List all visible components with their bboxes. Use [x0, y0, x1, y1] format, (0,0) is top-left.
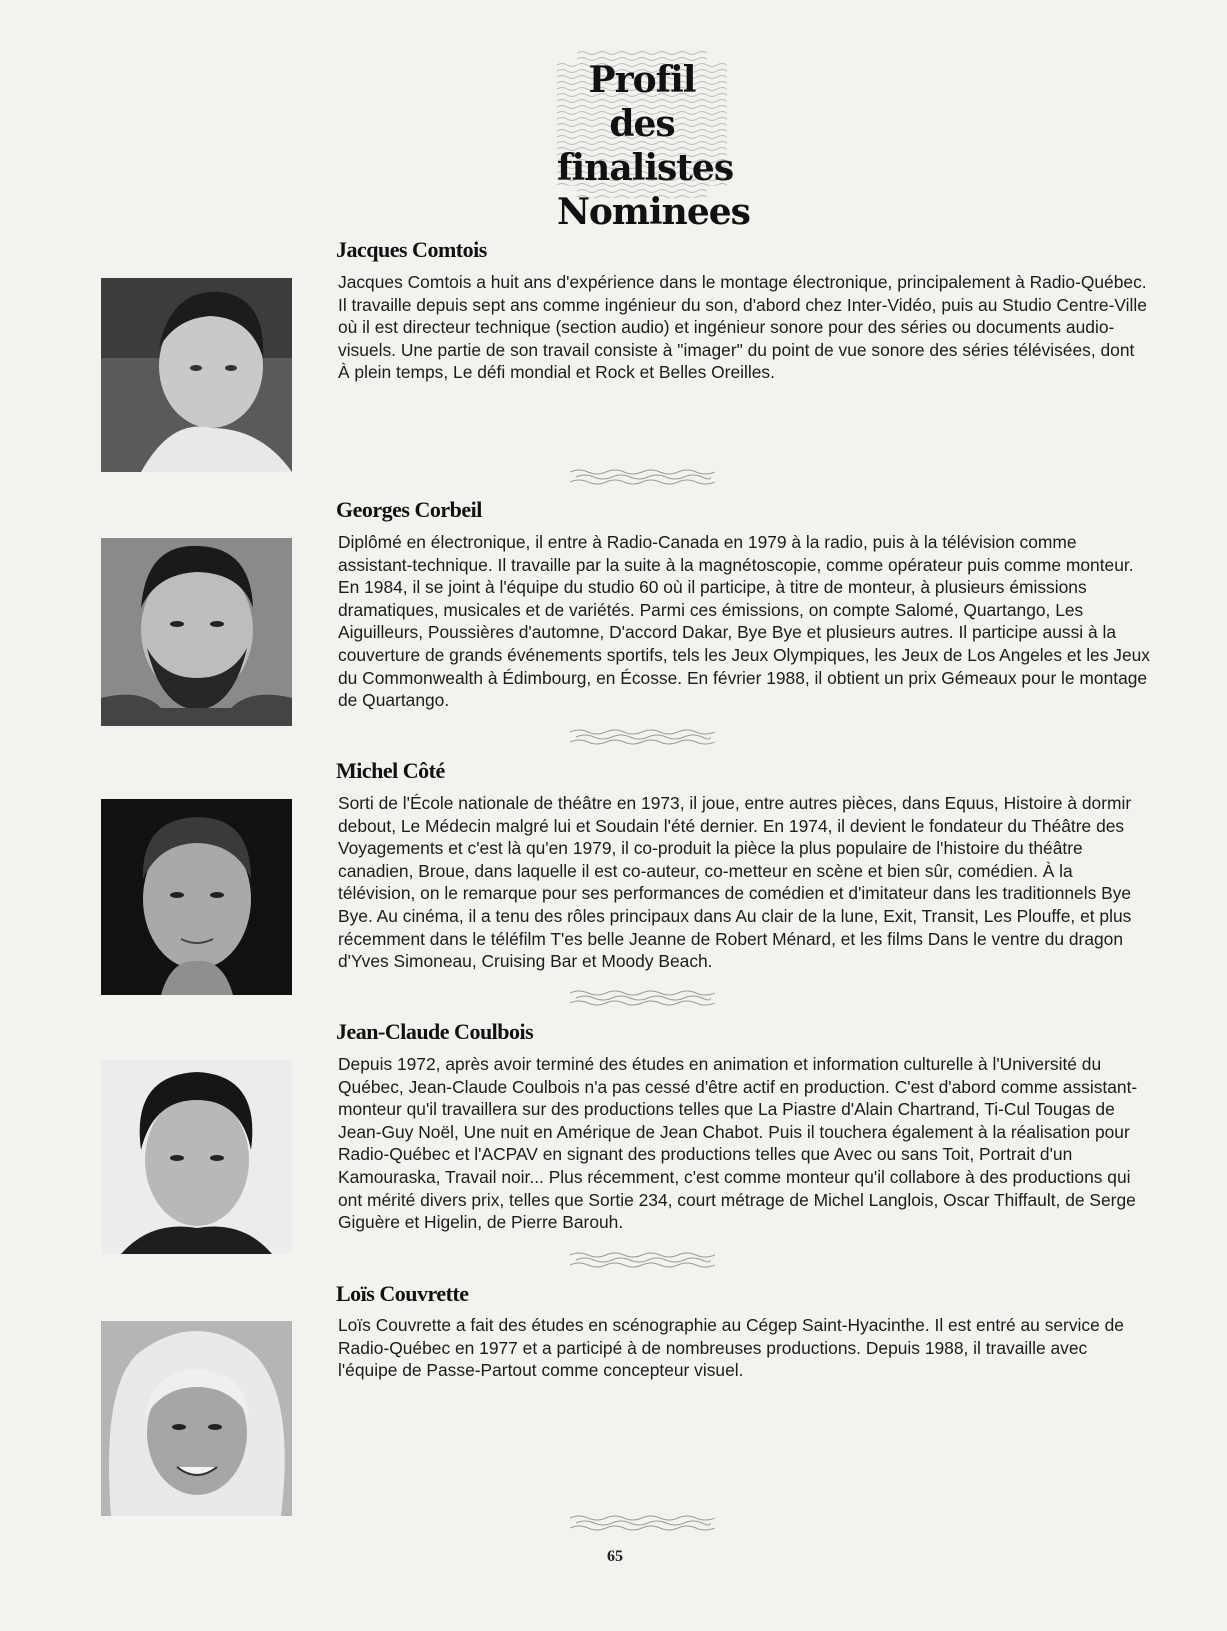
wave-divider-icon [570, 987, 715, 1007]
wave-divider-icon [570, 466, 715, 486]
entry-bio: Diplômé en électronique, il entre à Radio-Canada en 1979 à la radio, puis à la télévision comme assistant-technique. Il travaille par la suite à la magnétoscopie, comme opérateur puis comme monteur. En 1984, il se joint à l'équipe du studio 60 où il participe, à titre de monteur, à plusieurs émissions dramatiques, musicales et de variétés. Parmi ces émissions, on compte Salomé, Quartango, Les Aiguilleurs, Poussières d'automne, D'accord Dakar, Bye Bye et plusieurs autres. Il participe aussi à la couverture de grands événements sportifs, tels les Jeux Olympiques, les Jeux de Los Angeles et les Jeux du Commonwealth à Édimbourg, en Écosse. En février 1988, il obtient un prix Gémeaux pour le montage de Quartango. [338, 532, 1150, 711]
portrait-photo [101, 1060, 292, 1254]
wave-divider-icon [570, 726, 715, 746]
entry-bio: Depuis 1972, après avoir terminé des études en animation et information culturelle à l'Université du Québec, Jean-Claude Coulbois n'a pas cessé d'être actif en production. C'est d'abord comme assistant-monteur qu'il travaillera sur des productions telles que La Piastre d'Alain Chartrand, Ti-Cul Tougas de Jean-Guy Noël, Une nuit en Amérique de Jean Chabot. Puis il touchera également à la réalisation pour Radio-Québec et l'ACPAV en signant des productions telles que Avec ou sans Toit, Portrait d'un Kamouraska, Travail noir... Plus récemment, c'est comme monteur qu'il collabore à des productions qui ont mérité divers prix, telles que Sortie 234, court métrage de Michel Langlois, Oscar Thiffault, de Serge Giguère et Higelin, de Pierre Barouh. [338, 1054, 1138, 1233]
entry-name: Michel Côté [336, 758, 445, 783]
entry-bio: Loïs Couvrette a fait des études en scénographie au Cégep Saint-Hyacinthe. Il est entré au service de Radio-Québec en 1977 et a participé à de nombreuses productions. Depuis 1988, il travaille avec l'équipe de Passe-Partout comme concepteur visuel. [338, 1315, 1124, 1381]
page-number: 65 [607, 1548, 623, 1565]
entry-bio: Jacques Comtois a huit ans d'expérience dans le montage électronique, principalement à Radio-Québec. Il travaille depuis sept ans comme ingénieur du son, d'abord chez Inter-Vidéo, puis au Studio Centre-Ville où il est directeur technique (section audio) et ingénieur sonore pour des séries ou documents audio-visuels. Une partie de son travail consiste à "imager" du point de vue sonore des séries télévisées, dont À plein temps, Le défi mondial et Rock et Belles Oreilles. [338, 272, 1147, 383]
wave-divider-icon [570, 1249, 715, 1269]
portrait-photo [101, 799, 292, 995]
portrait-photo [101, 538, 292, 726]
wave-divider-icon [570, 1512, 715, 1532]
title-line-3: Nominees [557, 191, 750, 233]
portrait-photo [101, 1321, 292, 1516]
entry-name: Loïs Couvrette [336, 1281, 469, 1306]
entry-name: Georges Corbeil [336, 497, 482, 522]
page-title [557, 50, 750, 233]
portrait-photo [101, 278, 292, 472]
title-line-1: Profil [588, 59, 696, 101]
title-line-2: des finalistes [557, 103, 734, 189]
entry-bio: Sorti de l'École nationale de théâtre en 1973, il joue, entre autres pièces, dans Equus, Histoire à dormir debout, Le Médecin malgré lui et Soudain l'été dernier. En 1974, il devient le fondateur du Théâtre des Voyagements et c'est là qu'en 1979, il co-produit la pièce la plus populaire de l'histoire du théâtre canadien, Broue, dans laquelle il est co-auteur, co-metteur en scène et bien sûr, comédien. À la télévision, on le remarque pour ses performances de comédien et d'imitateur dans les traditionnels Bye Bye. Au cinéma, il a tenu des rôles principaux dans Au clair de la lune, Exit, Transit, Les Plouffe, et plus récemment dans le téléfilm T'es belle Jeanne de Robert Ménard, et les films Dans le ventre du dragon d'Yves Simoneau, Cruising Bar et Moody Beach. [338, 793, 1132, 972]
entry-name: Jean-Claude Coulbois [336, 1019, 534, 1044]
entry-name: Jacques Comtois [336, 237, 487, 262]
